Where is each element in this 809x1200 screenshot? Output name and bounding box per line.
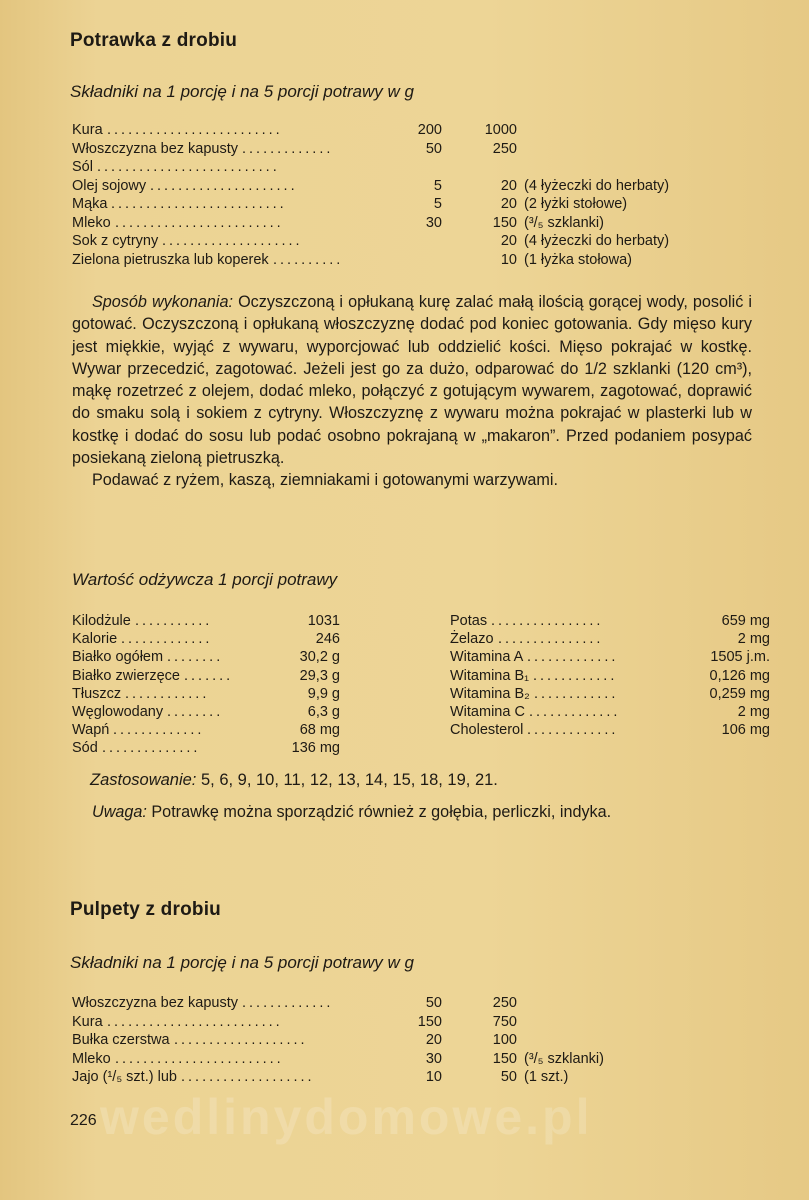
nutrient-name: Białko zwierzęce — [72, 667, 180, 684]
measure-note: (³/₅ szklanki) — [524, 1050, 604, 1067]
ingredient-name: Zielona pietruszka lub koperek — [72, 251, 269, 268]
leader-dots: ....... — [184, 667, 234, 684]
measure-note: (2 łyżki stołowe) — [524, 196, 628, 212]
amount-5-portions: 100 — [492, 1032, 517, 1048]
ingredient-row — [72, 141, 772, 160]
amount-5-portions: 20 — [500, 196, 517, 212]
ingredient-name: Włoszczyzna bez kapusty — [72, 995, 239, 1011]
nutrient-name: Kalorie — [72, 631, 118, 648]
nutrition-row — [72, 704, 372, 722]
ingredient-name: Sok z cytryny — [72, 233, 159, 249]
ingredient-row — [72, 1014, 772, 1033]
leader-dots: ............ — [533, 667, 618, 684]
ingredient-row — [72, 233, 772, 252]
watermark: wedlinydomowe.pl — [100, 1089, 593, 1145]
amount-5-portions: 1000 — [484, 122, 517, 138]
ingredient-name: Kura — [72, 1013, 103, 1030]
nutrition-row — [450, 686, 772, 704]
ingredient-row — [72, 159, 772, 178]
leader-dots: ......................... — [111, 196, 287, 212]
ingredient-row — [72, 1051, 772, 1070]
ingredient-row — [72, 196, 772, 215]
nutrient-value: 0,259 mg — [709, 685, 770, 702]
leader-dots: ............. — [527, 649, 619, 666]
recipe1-ingredients-heading: Składniki na 1 porcję i na 5 porcji potrawy w g — [70, 82, 414, 101]
nutrient-name: Węglowodany — [72, 703, 164, 720]
usage-line — [90, 771, 498, 790]
amount-5-portions: 150 — [492, 214, 517, 231]
leader-dots: ............. — [242, 995, 334, 1011]
nutrient-value: 2 mg — [737, 703, 770, 720]
amount-5-portions: 10 — [500, 251, 517, 268]
ingredient-name: Kura — [72, 122, 103, 138]
amount-5-portions: 20 — [500, 177, 517, 194]
amount-1-portion: 150 — [417, 1013, 442, 1030]
nutrient-name: Białko ogółem — [72, 649, 164, 666]
amount-1-portion: 10 — [425, 1069, 442, 1085]
nutrition-row — [450, 649, 772, 667]
nutrition-row — [450, 722, 772, 740]
nutrient-value: 136 mg — [291, 740, 340, 757]
leader-dots: ........................ — [115, 214, 284, 231]
nutrition-row — [450, 704, 772, 722]
measure-note: (³/₅ szklanki) — [524, 214, 604, 231]
amount-5-portions: 250 — [492, 995, 517, 1011]
nutrient-value: 9,9 g — [307, 685, 340, 702]
nutrient-name: Tłuszcz — [72, 685, 122, 702]
leader-dots: .......... — [273, 251, 344, 268]
page-number: 226 — [70, 1112, 97, 1129]
recipe1-title: Potrawka z drobiu — [70, 30, 238, 51]
amount-1-portion: 30 — [425, 214, 442, 231]
leader-dots: ............... — [498, 631, 604, 648]
serve-text: Podawać z ryżem, kaszą, ziemniakami i gotowanymi warzywami. — [92, 471, 558, 490]
nutrient-name: Witamina B₂ — [450, 685, 530, 702]
leader-dots: ........ — [167, 649, 224, 666]
nutrition-left-column — [72, 613, 372, 759]
leader-dots: ......................... — [107, 122, 283, 138]
leader-dots: ............. — [529, 703, 621, 720]
nutrition-row — [72, 686, 372, 704]
nutrition-heading: Wartość odżywcza 1 porcji potrawy — [72, 570, 338, 589]
ingredient-row — [72, 1069, 772, 1088]
nutrient-name: Żelazo — [450, 631, 494, 648]
nutrient-value: 30,2 g — [299, 649, 340, 666]
amount-1-portion: 20 — [425, 1032, 442, 1048]
leader-dots: ........ — [167, 703, 224, 720]
nutrient-value: 6,3 g — [307, 703, 340, 720]
method-label: Sposób wykonania: — [92, 293, 233, 311]
nutrient-name: Potas — [450, 613, 488, 629]
nutrition-row — [72, 631, 372, 649]
amount-5-portions: 250 — [492, 140, 517, 157]
nutrition-row — [72, 649, 372, 667]
amount-1-portion: 30 — [425, 1050, 442, 1067]
note-text: Potrawkę można sporządzić również z gołębia, perliczki, indyka. — [146, 803, 612, 821]
ingredient-row — [72, 252, 772, 271]
leader-dots: ........... — [135, 613, 213, 629]
nutrient-value: 68 mg — [299, 722, 340, 739]
ingredient-name: Mleko — [72, 1050, 111, 1067]
measure-note: (1 łyżka stołowa) — [524, 251, 632, 268]
usage-label: Zastosowanie: — [90, 771, 197, 789]
ingredient-name: Jajo (¹/₅ szt.) lub — [72, 1069, 177, 1085]
usage-text: 5, 6, 9, 10, 11, 12, 13, 14, 15, 18, 19, 21. — [196, 771, 498, 789]
nutrient-name: Sód — [72, 740, 98, 757]
nutrient-value: 2 mg — [737, 631, 770, 648]
nutrient-name: Witamina C — [450, 703, 525, 720]
ingredient-name: Bułka czerstwa — [72, 1032, 170, 1048]
recipe1-method — [72, 291, 752, 492]
recipe2-ingredient-list — [72, 995, 772, 1088]
nutrient-value: 246 — [315, 631, 340, 648]
recipe1-ingredient-list — [72, 122, 772, 270]
amount-5-portions: 150 — [492, 1050, 517, 1067]
note-label: Uwaga: — [92, 803, 147, 821]
ingredient-row — [72, 122, 772, 141]
leader-dots: ............ — [534, 685, 619, 702]
nutrient-value: 29,3 g — [299, 667, 340, 684]
nutrient-name: Witamina B₁ — [450, 667, 530, 684]
nutrition-row — [72, 740, 372, 758]
nutrition-row — [72, 722, 372, 740]
amount-1-portion: 200 — [417, 122, 442, 138]
leader-dots: ............ — [125, 685, 210, 702]
leader-dots: ............. — [121, 631, 213, 648]
amount-1-portion: 50 — [425, 140, 442, 157]
ingredient-name: Mąka — [72, 196, 108, 212]
leader-dots: .......................... — [97, 159, 280, 175]
nutrient-name: Wapń — [72, 722, 110, 739]
nutrient-value: 659 mg — [721, 613, 770, 629]
nutrient-value: 1505 j.m. — [710, 649, 770, 666]
leader-dots: ................... — [174, 1032, 308, 1048]
nutrition-row — [72, 668, 372, 686]
nutrient-name: Witamina A — [450, 649, 524, 666]
nutrient-value: 0,126 mg — [709, 667, 770, 684]
leader-dots: ......................... — [107, 1013, 283, 1030]
recipe1-note — [72, 801, 752, 823]
amount-1-portion: 5 — [433, 177, 442, 194]
measure-note: (4 łyżeczki do herbaty) — [524, 177, 670, 194]
leader-dots: ............. — [113, 722, 205, 739]
nutrition-row — [450, 631, 772, 649]
nutrient-name: Kilodżule — [72, 613, 131, 629]
leader-dots: ..................... — [150, 177, 298, 194]
measure-note: (4 łyżeczki do herbaty) — [524, 233, 670, 249]
nutrient-value: 106 mg — [721, 722, 770, 739]
nutrition-row — [72, 613, 372, 631]
leader-dots: .............. — [102, 740, 201, 757]
ingredient-row — [72, 215, 772, 234]
amount-5-portions: 50 — [500, 1069, 517, 1085]
ingredient-name: Mleko — [72, 214, 111, 231]
leader-dots: .................... — [162, 233, 303, 249]
nutrient-value: 1031 — [307, 613, 340, 629]
nutrition-right-column — [450, 613, 772, 740]
ingredient-row — [72, 178, 772, 197]
leader-dots: ................... — [181, 1069, 315, 1085]
amount-5-portions: 750 — [492, 1013, 517, 1030]
leader-dots: ............. — [527, 722, 619, 739]
nutrition-row — [450, 613, 772, 631]
leader-dots: ............. — [242, 140, 334, 157]
nutrition-row — [450, 668, 772, 686]
recipe2-title: Pulpety z drobiu — [70, 899, 221, 920]
amount-1-portion: 50 — [425, 995, 442, 1011]
recipe2-ingredients-heading: Składniki na 1 porcję i na 5 porcji potrawy w g — [70, 953, 414, 972]
amount-5-portions: 20 — [500, 233, 517, 249]
ingredient-name: Sól — [72, 159, 93, 175]
ingredient-name: Olej sojowy — [72, 177, 147, 194]
ingredient-name: Włoszczyzna bez kapusty — [72, 140, 239, 157]
leader-dots: ................ — [491, 613, 604, 629]
amount-1-portion: 5 — [433, 196, 442, 212]
ingredient-row — [72, 1032, 772, 1051]
ingredient-row — [72, 995, 772, 1014]
method-text: Oczyszczoną i opłukaną kurę zalać małą ilością gorącej wody, posolić i gotować. Oczyszczoną i opłukaną włoszczyznę dodać pod koniec gotowania. Gdy mięso kury jest miękkie, wyjąć z wywaru, wyporcjować lub oddzielić kości. Mięso pokrajać w kostkę. Wywar przecedzić, zagotować. Jeżeli jest go za dużo, odparować do 1/2 szklanki (120 cm³), mąkę rozetrzeć z olejem, dodać mleko, połączyć z gotującym wywarem, zagotować, doprawić do smaku solą i sokiem z cytryny. Włoszczyznę z wywaru można pokrajać w plasterki lub w kostkę i dodać do sosu lub podać osobno pokrajaną w „makaron”. Przed podaniem posypać posiekaną zieloną pietruszką. — [72, 293, 752, 468]
nutrient-name: Cholesterol — [450, 722, 524, 739]
leader-dots: ........................ — [115, 1050, 284, 1067]
measure-note: (1 szt.) — [524, 1069, 569, 1085]
